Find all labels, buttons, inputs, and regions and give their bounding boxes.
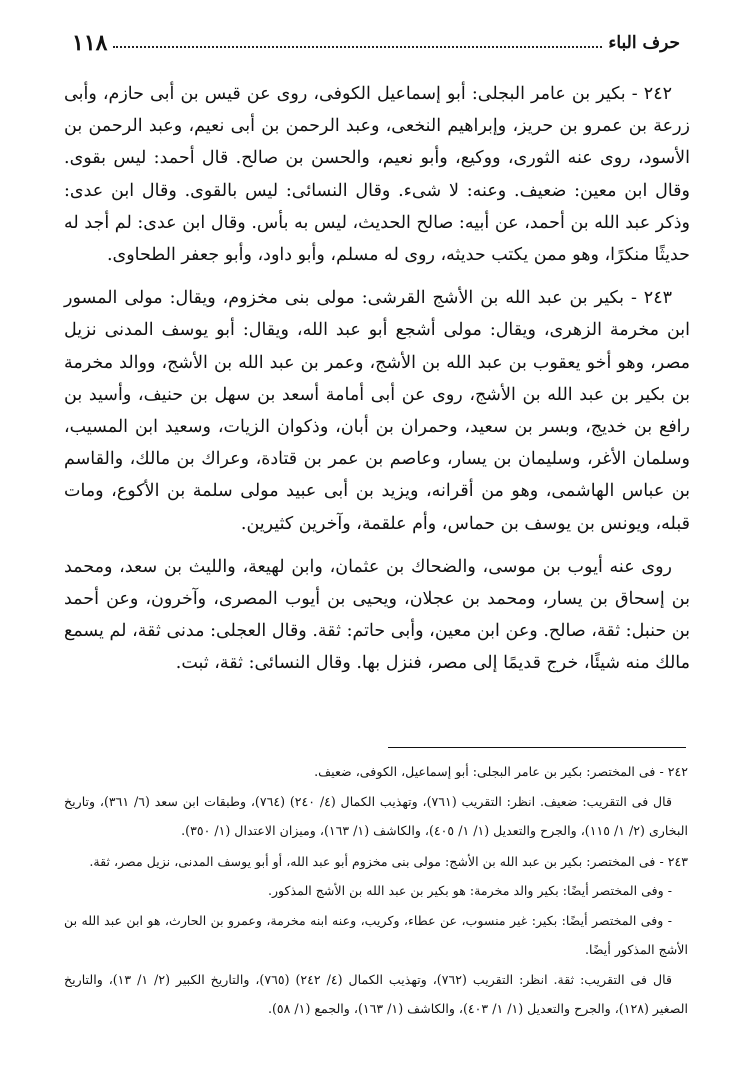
- footnote-243-summary: ٢٤٣ - فى المختصر: بكير بن عبد الله بن الأشج: مولى بنى مخزوم أبو عبد الله، أو أبو يوسف المدنى، نزيل مصر، ثقة.: [89, 853, 688, 869]
- page-header: [64, 30, 686, 56]
- entry-243-narrators: روى عنه أيوب بن موسى، والضحاك بن عثمان، وابن لهيعة، والليث بن سعد، ومحمد بن إسحاق بن يسار، ومحمد بن عجلان، ويحيى بن أيوب المصرى، وآخرون، وعن أحمد بن حنبل: ثقة، صالح. وعن ابن معين، وأبى حاتم: ثقة. وقال العجلى: مدنى ثقة، لم يسمع مالك منه شيئًا، خرج قديمًا إلى مصر، فنزل بها. وقال النسائى: ثقة، ثبت.: [64, 556, 690, 674]
- footnote-242-references: قال فى التقريب: ضعيف. انظر: التقريب (٧٦١)، وتهذيب الكمال (٤/ ٢٤٠) (٧٦٤)، وطبقات ابن سعد (٦/ ٣٦١)، وتاريخ البخارى (٢/ ١/ ١١٥)، والجرح والتعديل (١/ ١/ ٤٠٥)، والكاشف (١/ ١٦٣)، وميزان الاعتدال (١/ ٣٥٠).: [64, 793, 688, 838]
- footnote-separator: [388, 747, 686, 748]
- footnotes: [64, 757, 688, 1024]
- footnote-243-note-2: - وفى المختصر أيضًا: بكير: غير منسوب، عن عطاء، وكريب، وعنه ابنه مخرمة، وعمرو بن الحارث، هو ابن عبد الله بن الأشج المذكور أيضًا.: [64, 912, 688, 957]
- running-title: حرف الباء: [608, 33, 680, 53]
- dotted-leader: [113, 46, 602, 48]
- entry-243: ٢٤٣ - بكير بن عبد الله بن الأشج القرشى: مولى بنى مخزوم، ويقال: مولى المسور ابن مخرمة الزهرى، ويقال: مولى أشجع أبو عبد الله، ويقال: أبو يوسف المدنى نزيل مصر، وهو أخو يعقوب بن عبد الله بن الأشج، وعمر بن عبد الله بن الأشج، ووالد مخرمة بن بكير بن عبد الله بن الأشج، روى عن أبى أمامة أسعد بن سهل بن حنيف، وأسيد بن رافع بن خديج، وبسر بن سعيد، وحمران بن أبان، وذكوان الزيات، وسعيد ابن المسيب، وسلمان الأغر، وسليمان بن يسار، وعاصم بن عمر بن قتادة، وعراك بن مالك، والقاسم بن عباس الهاشمى، وهو من أقرانه، ويزيد بن أبى عبيد مولى سلمة بن الأكوع، ومات قبله، ويونس بن يوسف بن حماس، وأم علقمة، وآخرين كثيرين.: [64, 288, 690, 534]
- main-text: [64, 78, 690, 680]
- footnote-243-note-1: - وفى المختصر أيضًا: بكير والد مخرمة: هو بكير بن عبد الله بن الأشج المذكور.: [267, 883, 672, 898]
- footnote-243-references: قال فى التقريب: ثقة. انظر: التقريب (٧٦٢)، وتهذيب الكمال (٤/ ٢٤٢) (٧٦٥)، والتاريخ الكبير (٢/ ١/ ١٣)، والتاريخ الصغير (١٢٨)، والجرح والتعديل (١/ ١/ ٤٠٣)، والكاشف (١/ ١٦٣)، والجمع (١/ ٥٨).: [64, 971, 688, 1016]
- footnote-242-summary: ٢٤٢ - فى المختصر: بكير بن عامر البجلى: أبو إسماعيل، الكوفى، ضعيف.: [314, 764, 688, 779]
- page-number: ١١٨: [72, 30, 108, 56]
- entry-242: ٢٤٢ - بكير بن عامر البجلى: أبو إسماعيل الكوفى، روى عن قيس بن أبى حازم، وأبى زرعة بن عمرو بن حريز، وإبراهيم النخعى، وعبد الرحمن بن أبى نعيم، وعبد الرحمن بن الأسود، روى عنه الثورى، ووكيع، وأبو نعيم، والحسن بن صالح. قال أحمد: ليس بقوى. وقال ابن معين: ضعيف. وعنه: لا شىء. وقال النسائى: ليس بالقوى. وقال ابن عدى: وذكر عبد الله بن أحمد، عن أبيه: صالح الحديث، ليس به بأس. وقال ابن عدى: لم أجد له حديثًا منكرًا، وهو ممن يكتب حديثه، روى له مسلم، وأبو داود، وأبو جعفر الطحاوى.: [64, 84, 690, 266]
